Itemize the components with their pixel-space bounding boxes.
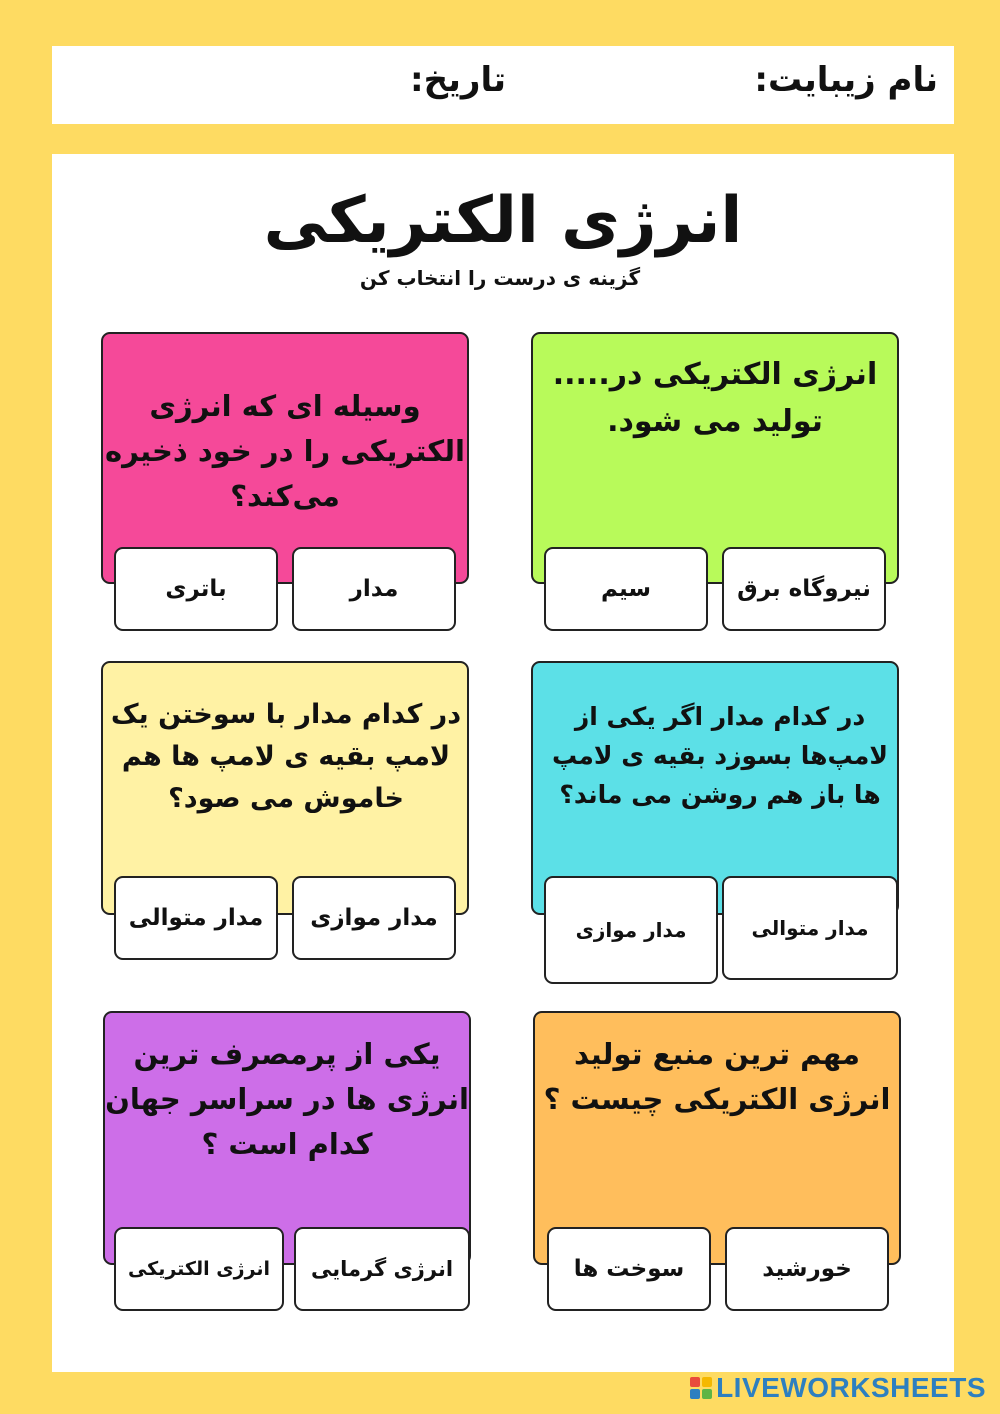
date-label: تاریخ: (410, 60, 506, 100)
worksheet-title: انرژی الکتریکی (263, 184, 743, 258)
answer-option-1a[interactable]: نیروگاه برق (722, 547, 886, 631)
answer-option-2a[interactable]: مدار (292, 547, 456, 631)
answer-option-3a[interactable]: مدار متوالی (722, 876, 898, 980)
answer-option-4a[interactable]: مدار موازی (292, 876, 456, 960)
liveworksheets-icon (690, 1377, 712, 1399)
answer-option-5a[interactable]: خورشید (725, 1227, 889, 1311)
question-text-2: وسیله ای که انرژی الکتریکی را در خود ذخیره می‌کند؟ (104, 389, 465, 513)
name-label: نام زیبایت: (754, 60, 938, 100)
liveworksheets-logo (690, 1372, 986, 1404)
answer-option-5b[interactable]: سوخت ها (547, 1227, 711, 1311)
question-text-6: یکی از پرمصرف ترین انرژی ها در سراسر جهان کدام است ؟ (105, 1037, 469, 1161)
worksheet-subtitle: گزینه ی درست را انتخاب کن (359, 266, 641, 290)
answer-option-1b[interactable]: سیم (544, 547, 708, 631)
answer-option-4b[interactable]: مدار متوالی (114, 876, 278, 960)
brand-text: LIVEWORKSHEETS (716, 1372, 986, 1403)
question-text-3: در کدام مدار اگر یکی از لامپ‌ها بسوزد بقیه ی لامپ ها باز هم روشن می ماند؟ (551, 702, 889, 809)
question-text-4: در کدام مدار با سوختن یک لامپ بقیه ی لامپ ها هم خاموش می صود؟ (110, 699, 462, 814)
question-text-1: انرژی الکتریکی در..... تولید می شود. (552, 357, 878, 439)
answer-option-6b[interactable]: انرژی الکتریکی (114, 1227, 284, 1311)
answer-option-6a[interactable]: انرژی گرمایی (294, 1227, 470, 1311)
answer-option-3b[interactable]: مدار موازی (544, 876, 718, 984)
header-bar (52, 46, 954, 124)
question-text-5: مهم ترین منبع تولید انرژی الکتریکی چیست ؟ (543, 1037, 891, 1116)
answer-option-2b[interactable]: باتری (114, 547, 278, 631)
